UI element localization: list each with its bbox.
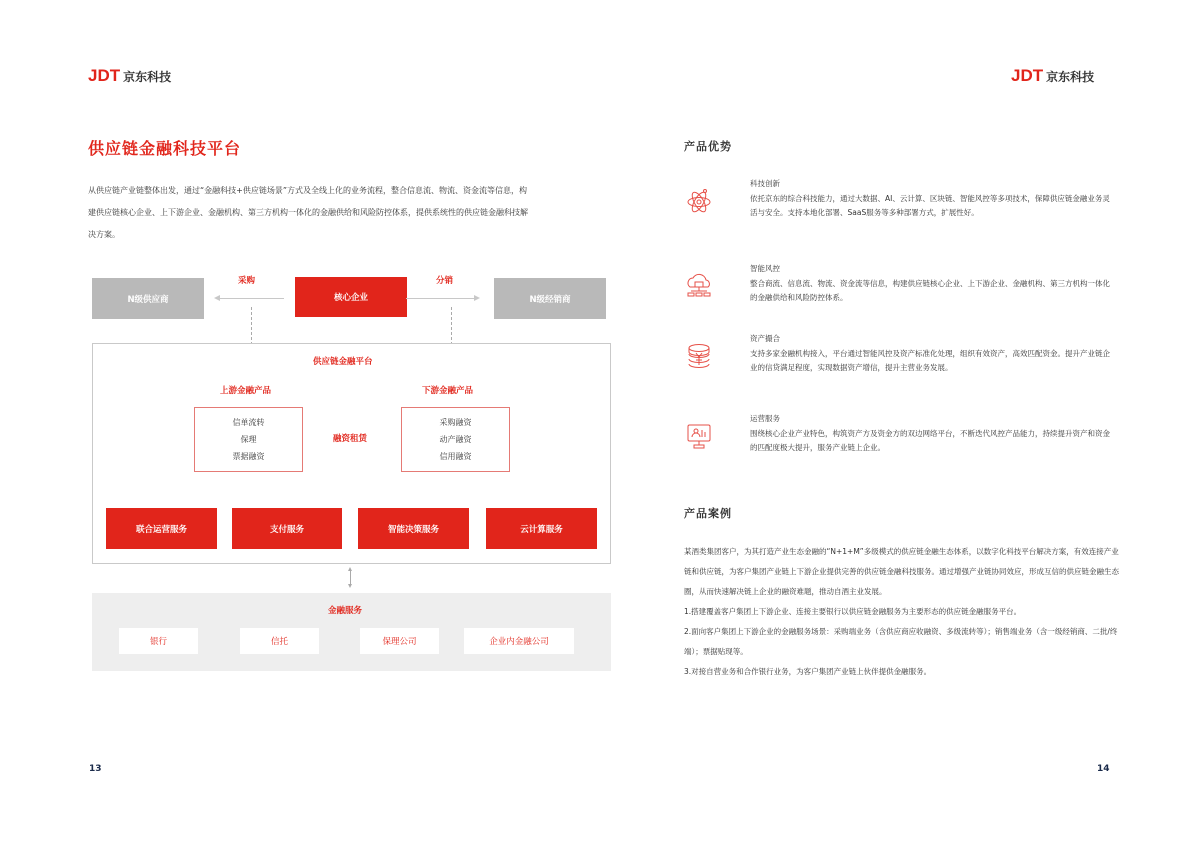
case-heading: 产品案例 bbox=[684, 507, 732, 520]
advantage-smart-risk bbox=[684, 263, 1124, 313]
case-body bbox=[684, 542, 1124, 682]
upstream-item: 票据融资 bbox=[232, 452, 265, 461]
distributor-box: N级经销商 bbox=[494, 278, 606, 319]
page-number: 13 bbox=[89, 764, 102, 774]
advantage-name: 智能风控 bbox=[750, 264, 780, 273]
supplier-box: N级供应商 bbox=[92, 278, 204, 319]
advantage-tech-innovation bbox=[684, 178, 1124, 238]
arrow-left-head-icon bbox=[214, 295, 220, 301]
distribution-label: 分销 bbox=[436, 276, 454, 286]
downstream-title: 下游金融产品 bbox=[422, 386, 474, 396]
finance-services-title: 金融服务 bbox=[328, 606, 363, 616]
arrow-up-head-icon bbox=[348, 567, 352, 571]
finance-item-factoring: 保理公司 bbox=[360, 628, 439, 654]
service-cloud-computing: 云计算服务 bbox=[486, 508, 597, 549]
logo-mark: JDT bbox=[1011, 66, 1044, 85]
advantage-desc: 支持多家金融机构接入，平台通过智能风控及资产标准化处理，组织有效资产，高效匹配资金。提升产业链企业的信贷满足程度，实现数据资产增信，提升主营业务发展。 bbox=[750, 349, 1110, 372]
arrow-right-head-icon bbox=[474, 295, 480, 301]
core-enterprise-box: 核心企业 bbox=[295, 277, 407, 317]
upstream-item: 保理 bbox=[240, 435, 257, 444]
platform-title: 供应链金融平台 bbox=[313, 357, 373, 367]
downstream-item: 采购融资 bbox=[439, 418, 472, 427]
cloud-network-icon bbox=[684, 271, 714, 301]
monitor-users-icon bbox=[684, 421, 714, 451]
jdt-logo bbox=[88, 66, 171, 86]
case-point-3: 3.对接自营业务和合作银行业务，为客户集团产业链上伙伴提供金融服务。 bbox=[684, 667, 932, 676]
financial-leasing-label: 融资租赁 bbox=[333, 434, 368, 444]
service-joint-operation: 联合运营服务 bbox=[106, 508, 217, 549]
logo-name: 京东科技 bbox=[1046, 69, 1095, 84]
advantage-desc: 围绕核心企业产业特色，构筑资产方及资金方的双边网络平台，不断迭代风控产品能力，持续提升资产和资金的匹配度极大提升，服务产业链上企业。 bbox=[750, 429, 1110, 452]
service-payment: 支付服务 bbox=[232, 508, 342, 549]
intro-paragraph: 从供应链产业链整体出发，通过“金融科技+供应链场景”方式及全线上化的业务流程，整合信息流、物流、资金流等信息，构建供应链核心企业、上下游企业、金融机构、第三方机构一体化的金融供给和风险防控体系，提供系统性的供应链金融科技解决方案。 bbox=[88, 186, 528, 239]
case-paragraph: 某酒类集团客户，为其打造产业生态金融的“N+1+M”多级模式的供应链金融生态体系，以数字化科技平台解决方案，有效连接产业链和供应链，为客户集团产业链上下游企业提供完善的供应链金融科技服务。通过增强产业链协同效应，形成互信的供应链金融生态圈，从而快速解决链上企业的融资难题，推动自酒主业发展。 bbox=[684, 547, 1119, 596]
upstream-item: 信单流转 bbox=[232, 418, 265, 427]
advantage-desc: 依托京东的综合科技能力，通过大数据、AI、云计算、区块链、智能风控等多项技术，保障供应链金融业务灵活与安全。支持本地化部署、SaaS服务等多种部署方式，扩展性好。 bbox=[750, 194, 1110, 217]
double-arrow-icon bbox=[350, 569, 351, 585]
service-smart-decision: 智能决策服务 bbox=[358, 508, 469, 549]
arrow-right-line bbox=[406, 298, 474, 299]
case-point-1: 1.搭建覆盖客户集团上下游企业、连接主要银行以供应链金融服务为主要形态的供应链金融服务平台。 bbox=[684, 607, 1022, 616]
advantage-operation-service bbox=[684, 413, 1124, 463]
page-title: 供应链金融科技平台 bbox=[88, 139, 242, 158]
finance-item-bank: 银行 bbox=[119, 628, 198, 654]
downstream-item: 动产融资 bbox=[439, 435, 472, 444]
coin-stack-icon bbox=[684, 341, 714, 371]
arrow-down-head-icon bbox=[348, 584, 352, 588]
advantage-asset-matching bbox=[684, 333, 1124, 393]
upstream-title: 上游金融产品 bbox=[220, 386, 272, 396]
finance-item-enterprise-finance: 企业内金融公司 bbox=[464, 628, 574, 654]
page-number-right: 14 bbox=[1097, 764, 1110, 774]
upstream-products-box bbox=[194, 407, 303, 472]
jdt-logo-right bbox=[1011, 66, 1094, 86]
downstream-products-box bbox=[401, 407, 510, 472]
purchase-label: 采购 bbox=[238, 276, 256, 286]
advantage-name: 资产撮合 bbox=[750, 334, 780, 343]
downstream-item: 信用融资 bbox=[439, 452, 472, 461]
finance-item-trust: 信托 bbox=[240, 628, 319, 654]
advantages-heading: 产品优势 bbox=[684, 140, 732, 153]
arrow-left-line bbox=[218, 298, 284, 299]
advantage-name: 运营服务 bbox=[750, 414, 780, 423]
advantage-desc: 整合商流、信息流、物流、资金流等信息，构建供应链核心企业、上下游企业、金融机构、第三方机构一体化的金融供给和风险防控体系。 bbox=[750, 279, 1110, 302]
case-point-2: 2.面向客户集团上下游企业的金融服务场景：采购端业务（含供应商应收融资、多级流转等）；销售端业务（含一级经销商、二批/终端）；票据贴现等。 bbox=[684, 627, 1118, 656]
atom-icon bbox=[684, 186, 714, 216]
logo-mark: JDT bbox=[88, 66, 121, 85]
logo-name: 京东科技 bbox=[123, 69, 172, 84]
advantage-name: 科技创新 bbox=[750, 179, 780, 188]
